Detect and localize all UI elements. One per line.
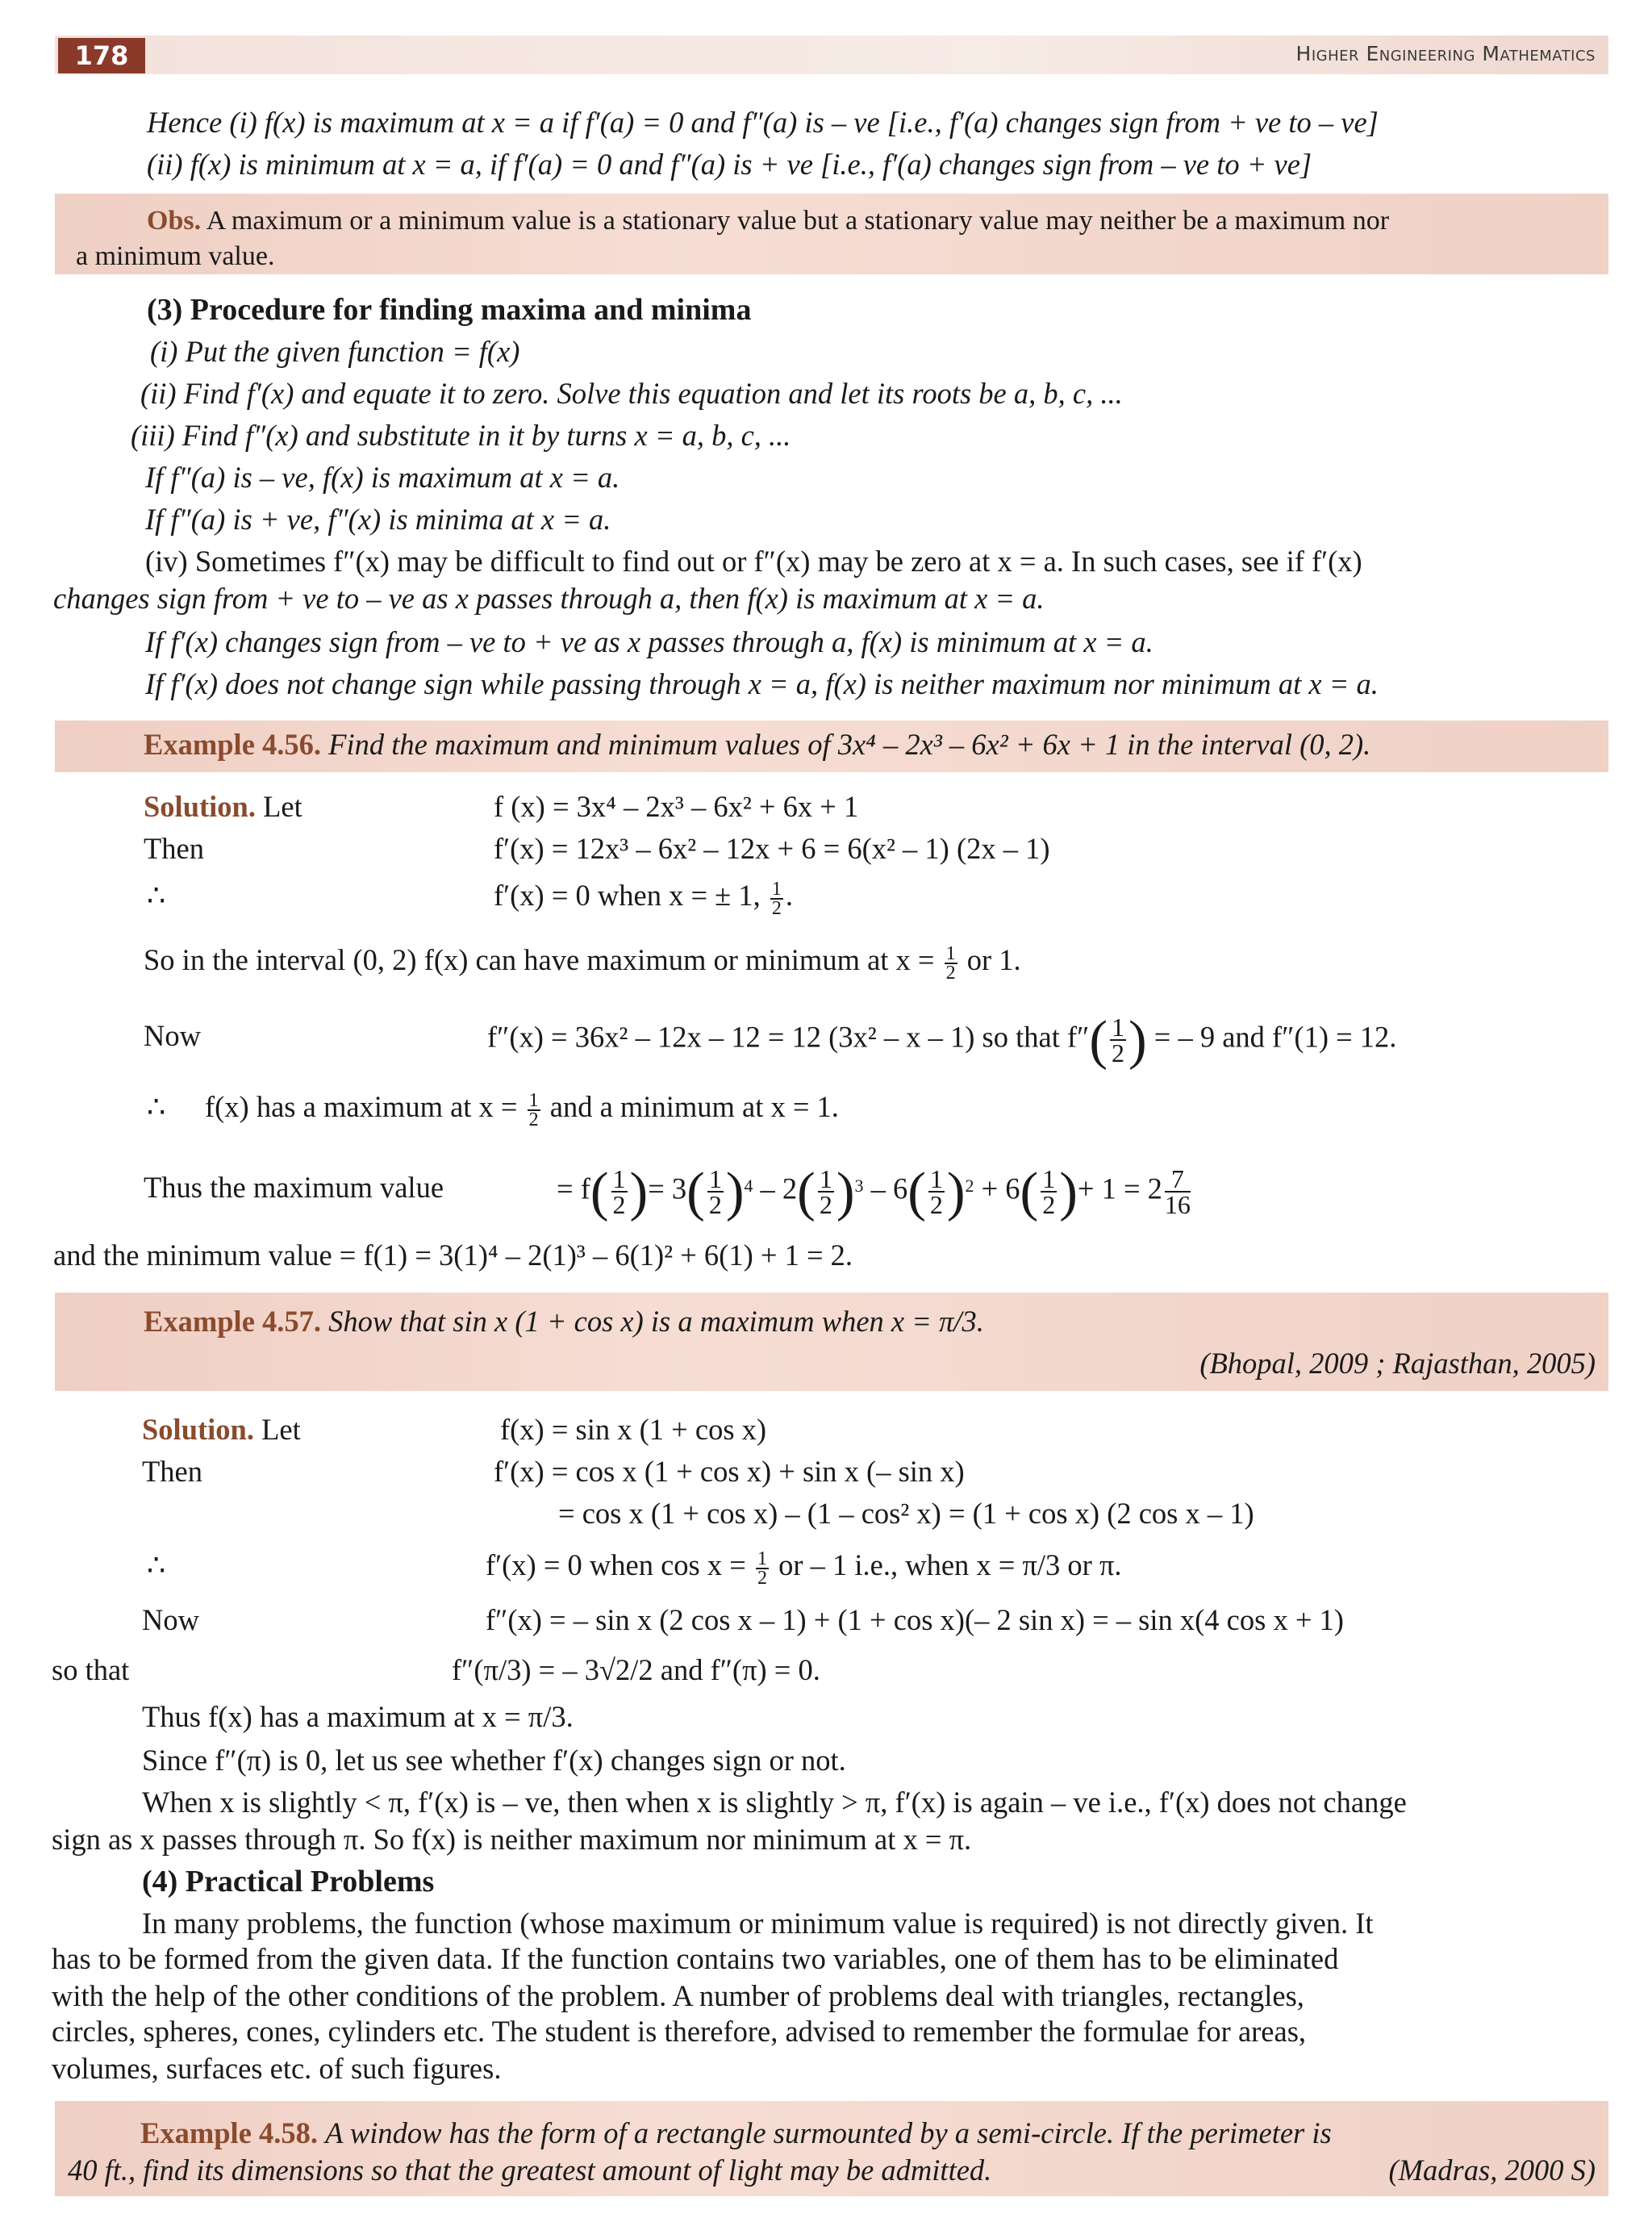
equation [486, 1544, 1122, 1587]
procedure-step: changes sign from + ve to – ve as x passes through a, then f(x) is maximum at x = a. [53, 582, 1045, 615]
paragraph-line: with the help of the other conditions of the problem. A number of problems deal with triangles, rectangles, [52, 1979, 1304, 2012]
text-part: or 1. [966, 943, 1021, 976]
example-label: Example 4.56. [144, 728, 322, 761]
example-label: Example 4.57. [144, 1305, 322, 1338]
example-source: (Bhopal, 2009 ; Rajasthan, 2005) [1199, 1347, 1596, 1380]
fraction: $\frac{1}{2}$ [757, 1548, 767, 1589]
fraction: $\frac{1}{2}$ [1111, 1013, 1124, 1067]
equation: f′(x) = 12x³ – 6x² – 12x + 6 = 6(x² – 1) (2x – 1) [494, 832, 1050, 865]
text-line: When x is slightly < π, f′(x) is – ve, then when x is slightly > π, f′(x) is again – ve i.e., f′(x) does not change [142, 1786, 1407, 1819]
procedure-step: If f′(x) changes sign from – ve to + ve as x passes through a, f(x) is minimum at x = a. [145, 625, 1153, 658]
equation: f′(x) = cos x (1 + cos x) + sin x (– sin x) [494, 1455, 965, 1488]
therefore-symbol: ∴ [147, 879, 166, 912]
fraction: $\frac{1}{2}$ [528, 1089, 539, 1130]
eq-text: f′(x) = 0 when cos x = [486, 1548, 746, 1581]
equation: f″(π/3) = – 3√2/2 and f″(π) = 0. [452, 1653, 820, 1686]
procedure-step: (ii) Find f′(x) and equate it to zero. Solve this equation and let its roots be a, b, c, ... [140, 377, 1123, 410]
eq-text: = – 9 and f″(1) = 12. [1153, 1020, 1397, 1054]
eq-text: f″(x) = 36x² – 12x – 12 = 12 (3x² – x – 1) so that f″ [487, 1020, 1090, 1054]
example-4-57-heading [144, 1301, 984, 1343]
paragraph-line: In many problems, the function (whose maximum or minimum value is required) is not directly given. It [142, 1907, 1374, 1940]
equation: f(x) = sin x (1 + cos x) [500, 1413, 767, 1446]
procedure-step: If f″(a) is + ve, f″(x) is minima at x = a. [145, 503, 611, 536]
obs-text: A maximum or a minimum value is a stationary value but a stationary value may neither be a maximum nor [206, 206, 1390, 236]
now-word: Now [142, 1603, 199, 1636]
page-number: 178 [58, 38, 145, 73]
text-line [144, 939, 1021, 982]
example-statement-cont: 40 ft., find its dimensions so that the greatest amount of light may be admitted. [68, 2153, 992, 2187]
fraction: $\frac{1}{2}$ [771, 878, 782, 919]
then-word: Then [142, 1455, 202, 1488]
procedure-step: (iv) Sometimes f″(x) may be difficult to find out or f″(x) may be zero at x = a. In such cases, see if f′(x) [145, 545, 1362, 578]
eq-text: or – 1 i.e., when x = π/3 or π. [778, 1548, 1122, 1581]
equation [205, 1086, 839, 1129]
therefore-symbol: ∴ [147, 1090, 166, 1123]
text-line: Thus the maximum value [144, 1171, 444, 1204]
obs-label: Obs. [147, 206, 202, 236]
section-heading: (3) Procedure for finding maxima and minima [147, 293, 752, 327]
paragraph-line: circles, spheres, cones, cylinders etc. The student is therefore, advised to remember the formulae for areas, [52, 2015, 1307, 2048]
eq-text: and a minimum at x = 1. [549, 1090, 839, 1123]
example-4-56-heading [144, 724, 1370, 766]
text-line: sign as x passes through π. So f(x) is neither maximum nor minimum at x = π. [52, 1823, 972, 1856]
now-word: Now [144, 1019, 201, 1052]
equation: f (x) = 3x⁴ – 2x³ – 6x² + 6x + 1 [494, 790, 859, 823]
max-value-expression: = f( $\frac{1}{2}$ )= 3( $\frac{1}{2}$ )$^4$ – 2( $\frac{1}{2}$ )$^3$ – 6( $\frac{1}{2}$ )$^2$ + 6( $\frac{1}{2}$ )+ 1 = 2 $\frac{7}{16}$ [557, 1160, 1191, 1222]
example-4-58-heading [140, 2112, 1332, 2154]
example-statement: Find the maximum and minimum values of 3x⁴ – 2x³ – 6x² + 6x + 1 in the interval (0, 2). [328, 728, 1371, 761]
so-that-word: so that [52, 1653, 130, 1686]
solution-row [142, 1409, 301, 1451]
text-line: Hence (i) f(x) is maximum at x = a if f′(a) = 0 and f″(a) is – ve [i.e., f′(a) changes sign from + ve to – ve] [147, 106, 1379, 139]
procedure-step: If f″(a) is – ve, f(x) is maximum at x = a. [145, 461, 620, 494]
solution-label: Solution. [142, 1413, 254, 1446]
example-statement: Show that sin x (1 + cos x) is a maximum when x = π/3. [328, 1305, 984, 1338]
paragraph-line: has to be formed from the given data. If the function contains two variables, one of them has to be eliminated [52, 1942, 1339, 1975]
eq-text: f(x) has a maximum at x = [205, 1090, 518, 1123]
obs-line [147, 200, 1389, 242]
obs-line: a minimum value. [76, 241, 275, 271]
equation: f″(x) = 36x² – 12x – 12 = 12 (3x² – x – 1) so that f″( $\frac{1}{2}$ ) = – 9 and f″(1) = 12. [487, 1009, 1397, 1071]
therefore-symbol: ∴ [147, 1548, 166, 1581]
equation: = cos x (1 + cos x) – (1 – cos² x) = (1 + cos x) (2 cos x – 1) [558, 1497, 1254, 1530]
then-word: Then [144, 832, 204, 865]
let-word: Let [261, 1413, 301, 1446]
running-head: Higher Engineering Mathematics [1295, 42, 1596, 65]
procedure-step: If f′(x) does not change sign while passing through x = a, f(x) is neither maximum nor minimum at x = a. [145, 667, 1379, 700]
fraction: $\frac{1}{2}$ [945, 942, 956, 984]
text-line: Since f″(π) is 0, let us see whether f′(x) changes sign or not. [142, 1744, 846, 1777]
solution-row [144, 786, 302, 828]
eq-text: f′(x) = 0 when x = ± 1, [494, 879, 761, 912]
example-label: Example 4.58. [140, 2116, 319, 2149]
solution-label: Solution. [144, 790, 256, 823]
text-line: Thus f(x) has a maximum at x = π/3. [142, 1700, 574, 1733]
section-heading: (4) Practical Problems [142, 1865, 435, 1899]
paragraph-line: volumes, surfaces etc. of such figures. [52, 2052, 502, 2085]
procedure-step: (iii) Find f″(x) and substitute in it by turns x = a, b, c, ... [131, 419, 791, 452]
text-part: So in the interval (0, 2) f(x) can have maximum or minimum at x = [144, 943, 935, 976]
equation: f″(x) = – sin x (2 cos x – 1) + (1 + cos x)(– 2 sin x) = – sin x(4 cos x + 1) [486, 1603, 1344, 1636]
let-word: Let [263, 790, 302, 823]
equation: f′(x) = 0 when x = ± 1, $\frac{1}{2}$ . [494, 878, 793, 919]
example-statement: A window has the form of a rectangle surmounted by a semi-circle. If the perimeter is [325, 2116, 1332, 2149]
example-source: (Madras, 2000 S) [1388, 2153, 1596, 2187]
procedure-step: (i) Put the given function = f(x) [150, 335, 520, 368]
text-line: and the minimum value = f(1) = 3(1)⁴ – 2(1)³ – 6(1)² + 6(1) + 1 = 2. [53, 1239, 853, 1272]
text-line: (ii) f(x) is minimum at x = a, if f′(a) = 0 and f″(a) is + ve [i.e., f′(a) changes sign from – ve to + ve] [147, 148, 1312, 181]
